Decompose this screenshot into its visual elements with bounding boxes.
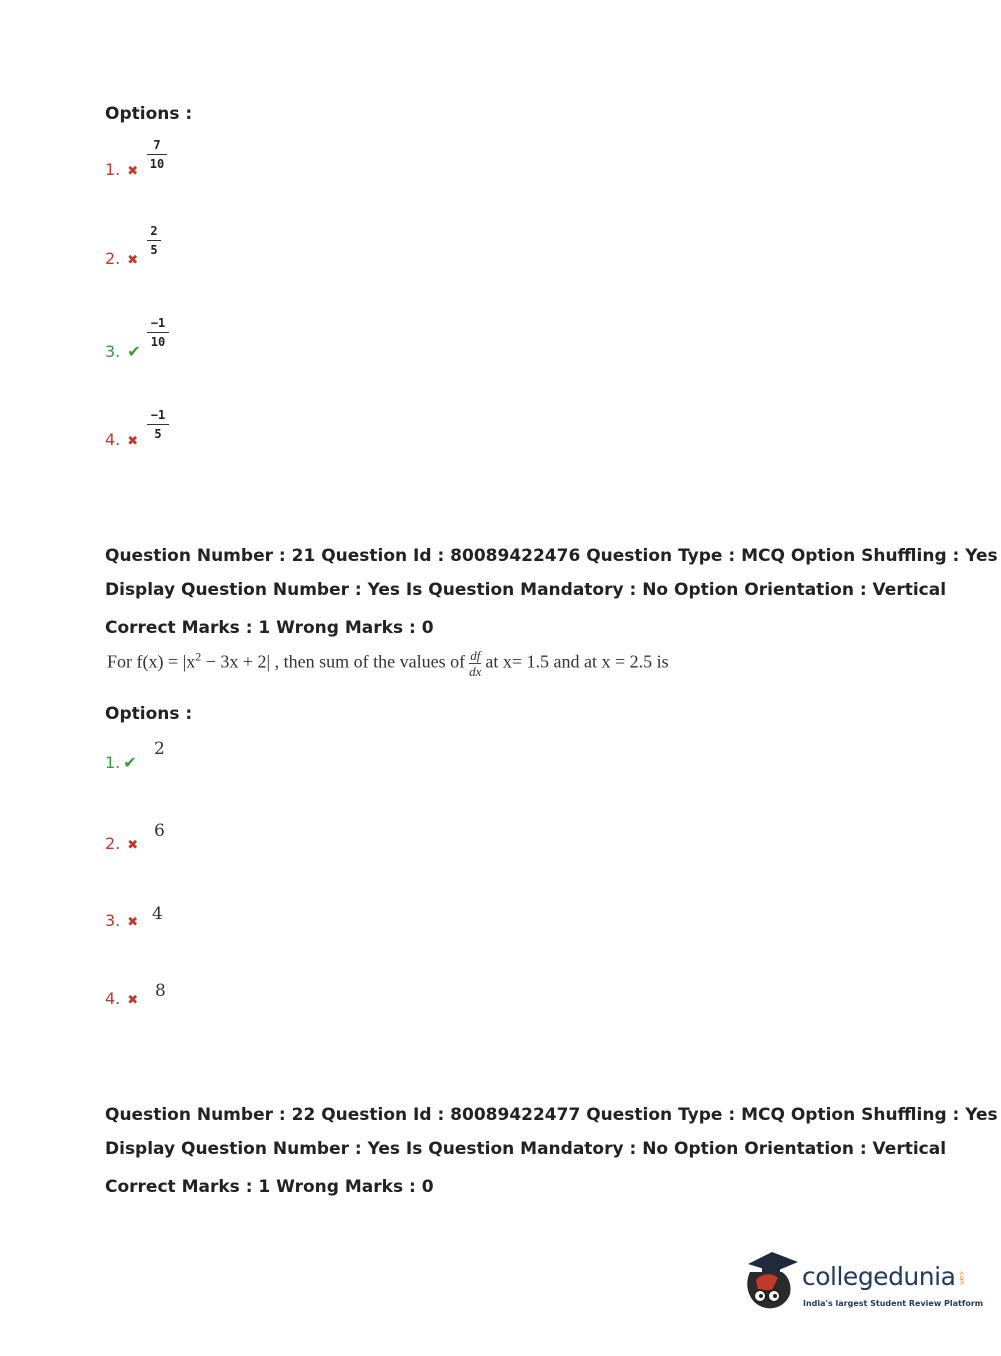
option-value: 6 [154,821,165,841]
denominator: 10 [150,335,166,349]
numerator: −1 [150,316,166,330]
collegedunia-mascot-logo [742,1250,802,1312]
question-text-suffix: at x= 1.5 and at x = 2.5 is [485,651,669,672]
option-number: 3. [105,911,121,930]
logo-wordmark: collegedunia [802,1262,956,1291]
option-value: 8 [155,981,166,1001]
denominator: 10 [149,157,165,171]
check-icon: ✔ [123,753,137,772]
fraction [147,224,161,257]
denominator: 5 [154,427,162,441]
option-value: 2 [154,739,165,759]
option-1 [105,160,138,179]
option-3 [105,911,138,930]
options-label: Options : [105,704,193,724]
logo-tagline: India's largest Student Review Platform [803,1299,984,1308]
option-number: 4. [105,430,121,449]
option-number: 1. [105,160,121,179]
check-icon: ✔ [127,342,141,361]
option-number: 2. [105,834,121,853]
option-number: 2. [105,249,121,268]
options-label: Options : [105,104,193,124]
derivative-numerator: df [470,648,481,663]
logo-domain: .com [958,1270,965,1285]
question-meta-line-2: Display Question Number : Yes Is Question Mandatory : No Option Orientation : Vertical [105,580,947,600]
option-4 [105,989,138,1008]
option-4 [105,430,138,449]
option-number: 4. [105,989,121,1008]
option-3 [105,342,141,361]
question-meta-line-1: Question Number : 21 Question Id : 80089422476 Question Type : MCQ Option Shuffling : Yes [105,546,998,566]
cross-icon: ✖ [127,253,139,268]
numerator: 2 [150,224,158,238]
derivative-fraction [469,649,481,678]
exponent: 2 [195,649,202,664]
question-meta-line-1: Question Number : 22 Question Id : 80089422477 Question Type : MCQ Option Shuffling : Yes [105,1105,998,1125]
question-meta-line-3: Correct Marks : 1 Wrong Marks : 0 [105,618,434,638]
option-number: 3. [105,342,121,361]
derivative-denominator: dx [469,664,482,679]
cross-icon: ✖ [127,434,139,449]
cross-icon: ✖ [127,993,139,1008]
numerator: −1 [150,408,166,422]
cross-icon: ✖ [127,915,139,930]
fraction [147,316,169,349]
question-meta-line-2: Display Question Number : Yes Is Question Mandatory : No Option Orientation : Vertical [105,1139,947,1159]
cross-icon: ✖ [127,838,139,853]
cross-icon: ✖ [127,164,139,179]
question-text-mid: − 3x + 2| , then sum of the values of [201,651,466,672]
question-meta-line-3: Correct Marks : 1 Wrong Marks : 0 [105,1177,434,1197]
fraction [147,408,169,441]
denominator: 5 [150,243,158,257]
option-value: 4 [152,904,163,924]
question-text [107,649,669,678]
question-text-prefix: For f(x) = |x [107,651,196,672]
option-number: 1. [105,753,121,772]
option-1 [105,753,137,772]
option-2 [105,249,138,268]
option-2 [105,834,138,853]
numerator: 7 [153,138,161,152]
fraction [147,138,167,171]
